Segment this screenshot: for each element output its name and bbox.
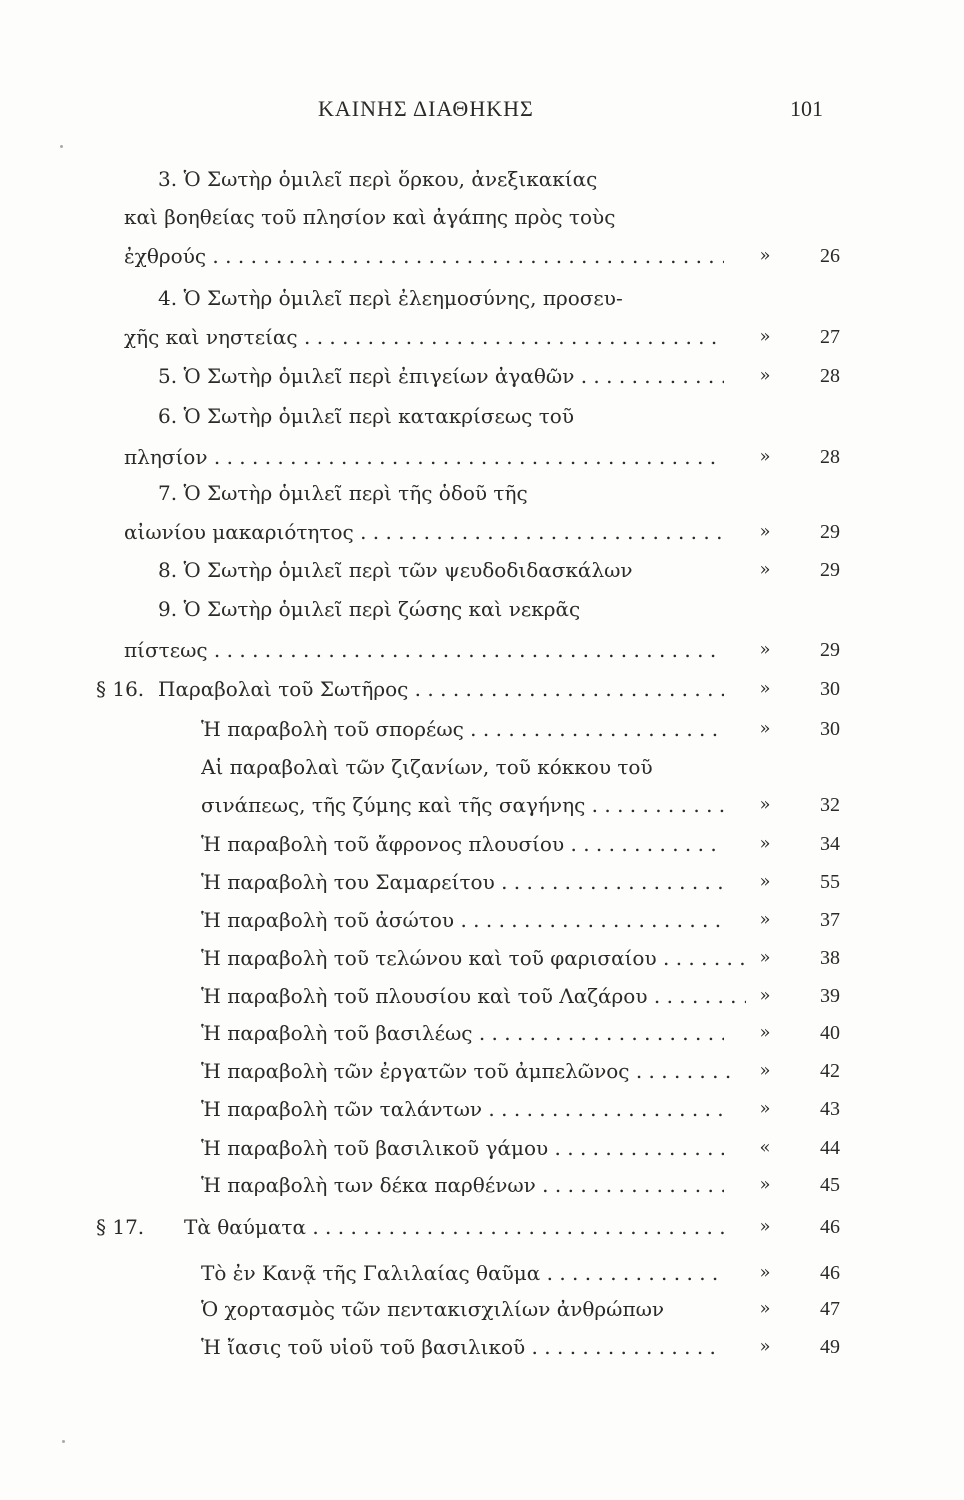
toc-entry-rich-lazarus	[0, 979, 964, 1013]
section-number: § 16.	[96, 677, 145, 701]
entry-text: Ἡ παραβολὴ τοῦ βασιλικοῦ γάμου . . .	[201, 1131, 724, 1165]
page-ref: 30	[820, 678, 840, 700]
toc-entry-rich-fool	[0, 827, 964, 861]
page-ref: 30	[820, 718, 840, 740]
toc-section-16	[0, 672, 964, 706]
entry-text: πλησίον . . .	[124, 440, 724, 474]
ditto-mark: »	[759, 1022, 771, 1043]
toc-entry-6-line-1	[0, 399, 964, 433]
entry-text: Παραβολαὶ τοῦ Σωτῆρος . . .	[158, 672, 724, 706]
entry-text: 8. Ὁ Σωτὴρ ὁμιλεῖ περὶ τῶν ψευδοδιδασκάλων	[158, 558, 633, 582]
toc-entry-parable-sower	[0, 712, 964, 746]
page-ref: 28	[820, 446, 840, 468]
section-number: § 17.	[96, 1215, 145, 1239]
toc-entry-nobleman-son	[0, 1330, 964, 1364]
entry-text: 3. Ὁ Σωτὴρ ὁμιλεῖ περὶ ὅρκου, ἀνεξικακίας	[158, 167, 598, 191]
entry-text: Ἡ παραβολὴ τῶν ἐργατῶν τοῦ ἀμπελῶνος . . .	[201, 1054, 736, 1088]
ditto-mark: »	[759, 871, 771, 892]
toc-entry-7-line-2	[0, 515, 964, 549]
entry-text: αἰωνίου μακαριότητος . . .	[124, 515, 724, 549]
toc-entry-8	[0, 553, 964, 587]
entry-text: Ἡ παραβολὴ των δέκα παρθένων . . .	[201, 1168, 724, 1202]
ditto-mark: »	[759, 1098, 771, 1119]
running-title: ΚΑΙΝΗΣ ΔΙΑΘΗΚΗΣ	[318, 96, 534, 121]
entry-text: 9. Ὁ Σωτὴρ ὁμιλεῖ περὶ ζώσης καὶ νεκρᾶς	[158, 597, 581, 621]
toc-entry-3-line-1	[0, 162, 964, 196]
paper-speck	[62, 1440, 65, 1443]
page-ref: 49	[820, 1336, 840, 1358]
page-ref: 28	[820, 365, 840, 387]
toc-entry-king	[0, 1016, 964, 1050]
entry-text: Ἡ παραβολὴ τοῦ ἀσώτου . . .	[201, 903, 724, 937]
toc-entry-3-line-3	[0, 239, 964, 273]
entry-text: 5. Ὁ Σωτὴρ ὁμιλεῖ περὶ ἐπιγείων ἀγαθῶν . . .	[158, 359, 724, 393]
toc-entry-talents	[0, 1092, 964, 1126]
ditto-mark: »	[759, 718, 771, 739]
ditto-mark: »	[759, 521, 771, 542]
ditto-mark: »	[759, 909, 771, 930]
toc-entry-9-line-1	[0, 592, 964, 626]
toc-entry-vineyard-workers	[0, 1054, 964, 1088]
entry-text: Ἡ παραβολὴ τοῦ σπορέως . . .	[201, 712, 724, 746]
toc-entry-prodigal	[0, 903, 964, 937]
ditto-mark: »	[759, 1174, 771, 1195]
entry-text: Τὸ ἐν Κανᾷ τῆς Γαλιλαίας θαῦμα . . .	[201, 1256, 724, 1290]
page-number: 101	[790, 96, 823, 121]
entry-text: καὶ βοηθείας τοῦ πλησίον καὶ ἀγάπης πρὸς τοὺς	[124, 205, 616, 229]
page-ref: 32	[820, 794, 840, 816]
page-ref: 40	[820, 1022, 840, 1044]
page-ref: 47	[820, 1298, 840, 1320]
ditto-mark: »	[759, 245, 771, 266]
entry-text: Ἡ ἴασις τοῦ υἱοῦ τοῦ βασιλικοῦ . . .	[201, 1330, 724, 1364]
page-ref: 45	[820, 1174, 840, 1196]
ditto-mark: »	[759, 1216, 771, 1237]
page-ref: 43	[820, 1098, 840, 1120]
entry-text: Ἡ παραβολὴ τοῦ τελώνου καὶ τοῦ φαρισαίου . . .	[201, 941, 746, 975]
page-ref: 39	[820, 985, 840, 1007]
ditto-mark: »	[759, 1262, 771, 1283]
toc-entry-parables-tares-line-2	[0, 788, 964, 822]
page-ref: 26	[820, 245, 840, 267]
page-ref: 29	[820, 639, 840, 661]
toc-entry-five-thousand	[0, 1292, 964, 1326]
ditto-mark: »	[759, 678, 771, 699]
page-ref: 46	[820, 1216, 840, 1238]
ditto-mark: »	[759, 326, 771, 347]
ditto-mark: »	[759, 1060, 771, 1081]
entry-text: Ἡ παραβολὴ τῶν ταλάντων . . .	[201, 1092, 724, 1126]
ditto-mark: »	[759, 559, 771, 580]
page-ref: 29	[820, 521, 840, 543]
ditto-mark: »	[759, 833, 771, 854]
paper-speck	[60, 145, 63, 148]
toc-entry-5	[0, 359, 964, 393]
ditto-mark: »	[759, 947, 771, 968]
entry-text: Τὰ θαύματα . . .	[184, 1210, 724, 1244]
page-ref: 27	[820, 326, 840, 348]
toc-entry-samaritan	[0, 865, 964, 899]
page-ref: 42	[820, 1060, 840, 1082]
ditto-mark: »	[759, 365, 771, 386]
toc-entry-royal-wedding	[0, 1131, 964, 1165]
entry-text: Ἡ παραβολὴ του Σαμαρείτου . . .	[201, 865, 724, 899]
toc-entry-4-line-2	[0, 320, 964, 354]
toc-entry-ten-virgins	[0, 1168, 964, 1202]
page-ref: 38	[820, 947, 840, 969]
toc-entry-3-line-2	[0, 200, 964, 234]
page-ref: 55	[820, 871, 840, 893]
entry-text: Αἱ παραβολαὶ τῶν ζιζανίων, τοῦ κόκκου τοῦ	[201, 755, 653, 779]
toc-entry-6-line-2	[0, 440, 964, 474]
page-ref: 46	[820, 1262, 840, 1284]
entry-text: πίστεως . . .	[124, 633, 724, 667]
ditto-mark: »	[759, 639, 771, 660]
ditto-mark: »	[759, 446, 771, 467]
entry-text: ἐχθρούς . . .	[124, 239, 724, 273]
toc-entry-7-line-1	[0, 476, 964, 510]
ditto-mark: «	[759, 1137, 771, 1158]
toc-entry-parables-tares-line-1	[0, 750, 964, 784]
entry-text: Ὁ χορτασμὸς τῶν πεντακισχιλίων ἀνθρώπων	[201, 1297, 665, 1321]
entry-text: Ἡ παραβολὴ τοῦ πλουσίου καὶ τοῦ Λαζάρου . . .	[201, 979, 746, 1013]
page-ref: 29	[820, 559, 840, 581]
toc-entry-9-line-2	[0, 633, 964, 667]
toc-section-17	[0, 1210, 964, 1244]
ditto-mark: »	[759, 1298, 771, 1319]
page-ref: 34	[820, 833, 840, 855]
entry-text: Ἡ παραβολὴ τοῦ ἄφρονος πλουσίου . . .	[201, 827, 724, 861]
ditto-mark: »	[759, 985, 771, 1006]
entry-text: 4. Ὁ Σωτὴρ ὁμιλεῖ περὶ ἐλεημοσύνης, προσευ-	[158, 286, 623, 310]
entry-text: 6. Ὁ Σωτὴρ ὁμιλεῖ περὶ κατακρίσεως τοῦ	[158, 404, 574, 428]
page-ref: 37	[820, 909, 840, 931]
entry-text: 7. Ὁ Σωτὴρ ὁμιλεῖ περὶ τῆς ὁδοῦ τῆς	[158, 481, 528, 505]
ditto-mark: »	[759, 794, 771, 815]
entry-text: σινάπεως, τῆς ζύμης καὶ τῆς σαγήνης . . .	[201, 788, 724, 822]
toc-entry-publican-pharisee	[0, 941, 964, 975]
toc-entry-cana	[0, 1256, 964, 1290]
page-ref: 44	[820, 1137, 840, 1159]
entry-text: Ἡ παραβολὴ τοῦ βασιλέως . . .	[201, 1016, 724, 1050]
toc-entry-4-line-1	[0, 281, 964, 315]
ditto-mark: »	[759, 1336, 771, 1357]
entry-text: χῆς καὶ νηστείας . . .	[124, 320, 724, 354]
